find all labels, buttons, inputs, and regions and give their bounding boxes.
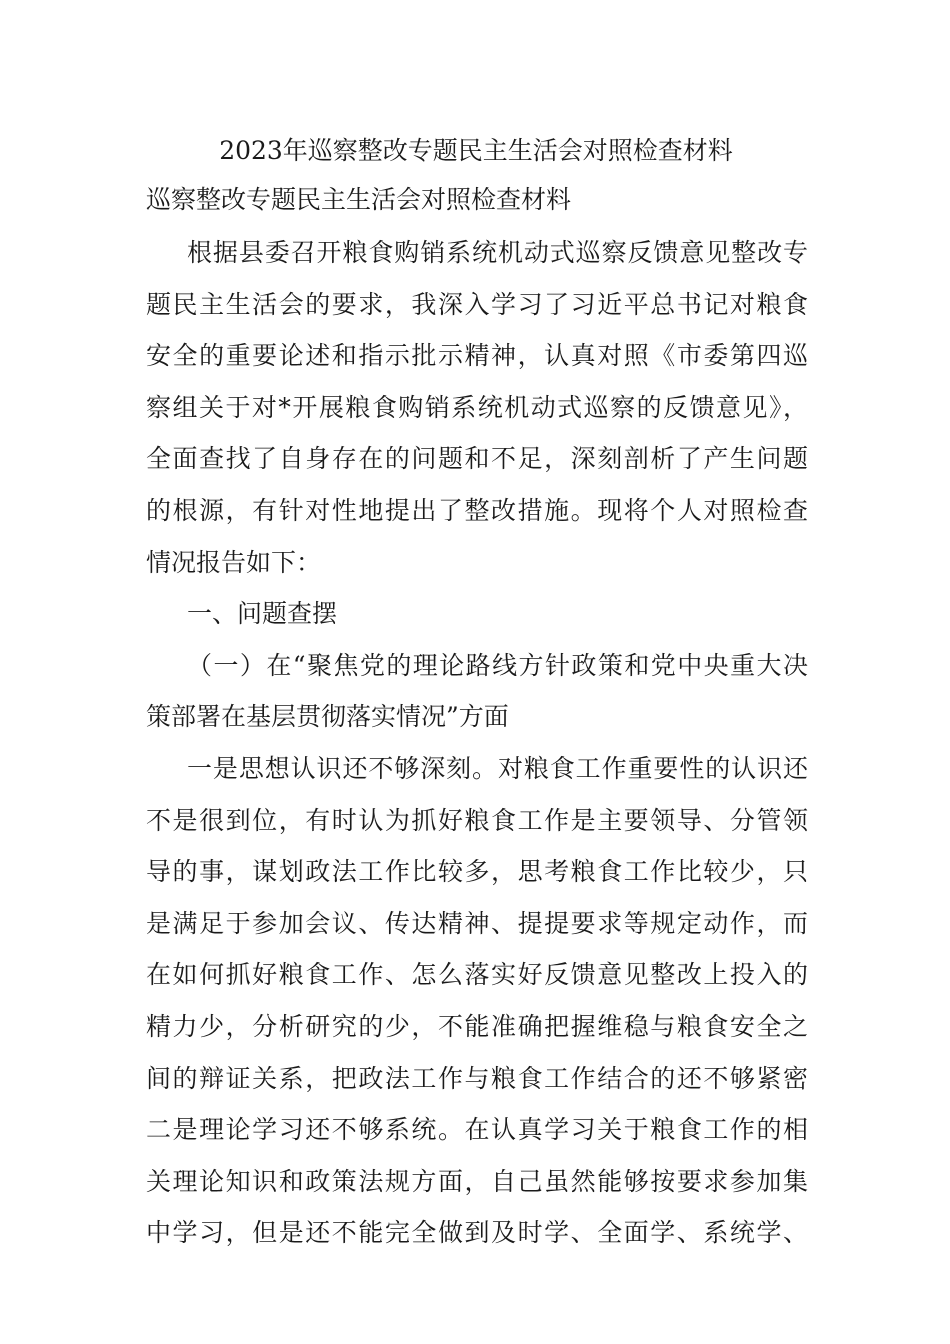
subsection-heading: 策部署在基层贯彻落实情况”方面 xyxy=(146,702,509,732)
paragraph-line: 关理论知识和政策法规方面，自己虽然能够按要求参加集 xyxy=(146,1166,808,1196)
paragraph-line: 是满足于参加会议、传达精神、提提要求等规定动作，而 xyxy=(146,908,808,938)
document-body xyxy=(146,234,808,1266)
paragraph-line: 一是思想认识还不够深刻。对粮食工作重要性的认识还 xyxy=(187,753,808,783)
paragraph-line: 不是很到位，有时认为抓好粮食工作是主要领导、分管领 xyxy=(146,805,808,835)
paragraph-line: 精力少，分析研究的少，不能准确把握维稳与粮食安全之 xyxy=(146,1011,808,1041)
paragraph-line: 题民主生活会的要求，我深入学习了习近平总书记对粮食 xyxy=(146,289,808,319)
subsection-heading: （一）在“聚焦党的理论路线方针政策和党中央重大决 xyxy=(187,650,808,680)
paragraph-line: 安全的重要论述和指示批示精神，认真对照《市委第四巡 xyxy=(146,341,808,371)
paragraph-line: 察组关于对*开展粮食购销系统机动式巡察的反馈意见》， xyxy=(146,392,808,422)
paragraph-line: 情况报告如下： xyxy=(146,547,322,577)
paragraph-line: 的根源，有针对性地提出了整改措施。现将个人对照检查 xyxy=(146,495,808,525)
paragraph-line: 间的辩证关系，把政法工作与粮食工作结合的还不够紧密 xyxy=(146,1063,808,1093)
paragraph-line: 中学习，但是还不能完全做到及时学、全面学、系统学、 xyxy=(146,1218,808,1248)
document-title: 2023年巡察整改专题民主生活会对照检查材料 xyxy=(219,136,733,165)
paragraph-line: 全面查找了自身存在的问题和不足，深刻剖析了产生问题 xyxy=(146,444,808,474)
paragraph-line: 导的事，谋划政法工作比较多，思考粮食工作比较少，只 xyxy=(146,857,808,887)
section-heading: 一、问题查摆 xyxy=(187,599,338,629)
paragraph-line: 根据县委召开粮食购销系统机动式巡察反馈意见整改专 xyxy=(187,238,808,267)
paragraph-line: 在如何抓好粮食工作、怎么落实好反馈意见整改上投入的 xyxy=(146,960,808,990)
document-subtitle: 巡察整改专题民主生活会对照检查材料 xyxy=(146,185,572,214)
paragraph-line: 二是理论学习还不够系统。在认真学习关于粮食工作的相 xyxy=(146,1115,808,1145)
